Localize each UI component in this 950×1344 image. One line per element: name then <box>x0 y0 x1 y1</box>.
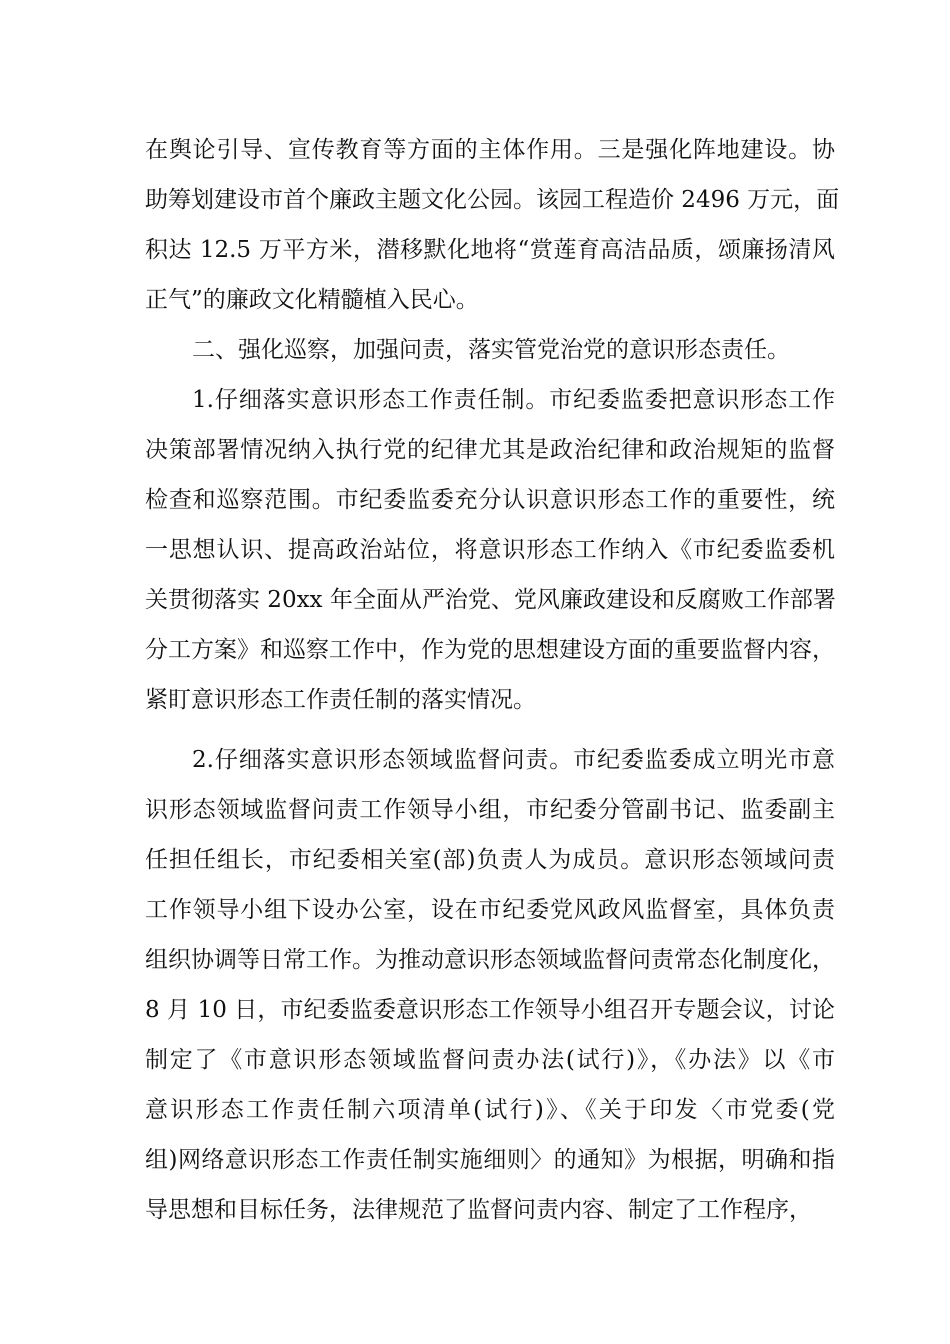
text-line: 2.仔细落实意识形态领域监督问责。市纪委监委成立明光市意 <box>192 747 835 773</box>
text-line: 导思想和目标任务，法律规范了监督问责内容、制定了工作程序， <box>145 1197 812 1223</box>
text-line: 一思想认识、提高政治站位，将意识形态工作纳入《市纪委监委机 <box>145 537 835 563</box>
text-line: 分工方案》和巡察工作中，作为党的思想建设方面的重要监督内容， <box>145 637 835 663</box>
text-line: 助筹划建设市首个廉政主题文化公园。该园工程造价 2496 万元，面 <box>145 187 840 213</box>
text-line: 意识形态工作责任制六项清单(试行)》、《关于印发〈市党委(党 <box>145 1097 835 1123</box>
text-line: 1.仔细落实意识形态工作责任制。市纪委监委把意识形态工作 <box>192 387 835 413</box>
text-line: 检查和巡察范围。市纪委监委充分认识意识形态工作的重要性，统 <box>145 487 835 513</box>
text-line: 工作领导小组下设办公室，设在市纪委党风政风监督室，具体负责 <box>145 897 835 923</box>
text-line: 在舆论引导、宣传教育等方面的主体作用。三是强化阵地建设。协 <box>145 137 835 163</box>
section-heading: 二、强化巡察，加强问责，落实管党治党的意识形态责任。 <box>192 337 790 363</box>
text-line: 紧盯意识形态工作责任制的落实情况。 <box>145 687 536 713</box>
text-line: 决策部署情况纳入执行党的纪律尤其是政治纪律和政治规矩的监督 <box>145 437 835 463</box>
text-line: 正气”的廉政文化精髓植入民心。 <box>145 287 479 313</box>
text-line: 8 月 10 日，市纪委监委意识形态工作领导小组召开专题会议，讨论 <box>145 997 835 1023</box>
text-line: 制定了《市意识形态领域监督问责办法(试行)》，《办法》以《市 <box>145 1047 835 1073</box>
text-line: 关贯彻落实 20xx 年全面从严治党、党风廉政建设和反腐败工作部署 <box>145 587 836 613</box>
text-line: 任担任组长，市纪委相关室(部)负责人为成员。意识形态领域问责 <box>145 847 835 873</box>
text-line: 积达 12.5 万平方米，潜移默化地将“赏莲育高洁品质，颂廉扬清风 <box>145 237 835 263</box>
text-line: 组织协调等日常工作。为推动意识形态领域监督问责常态化制度化， <box>145 947 835 973</box>
text-line: 识形态领域监督问责工作领导小组，市纪委分管副书记、监委副主 <box>145 797 835 823</box>
text-line: 组)网络意识形态工作责任制实施细则〉的通知》为根据，明确和指 <box>145 1147 835 1173</box>
